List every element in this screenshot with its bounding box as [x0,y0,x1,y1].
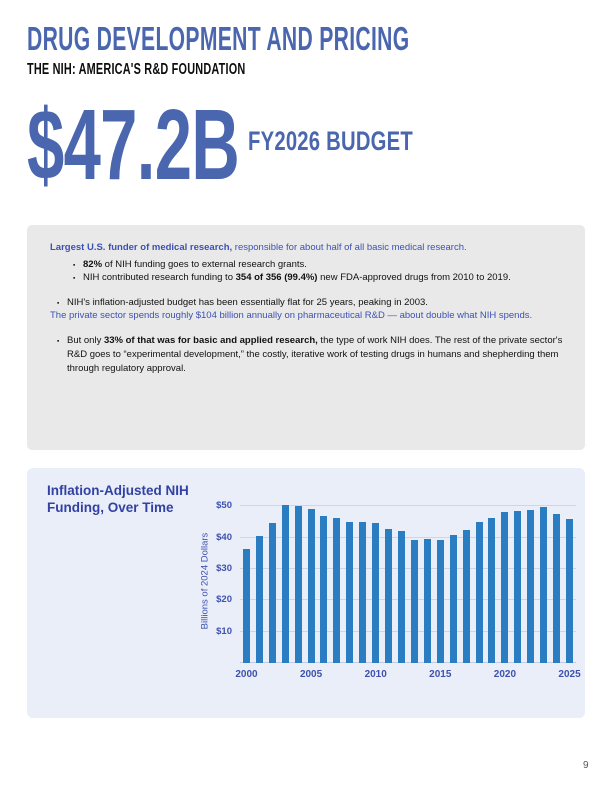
bullet-3-rest: the type of work NIH does. The rest of the private sector's R&D goes to “experimental development,” the costly, iterative work of testing drugs in humans and shepherding them through regulatory approval. [67,334,563,374]
bar-2023 [540,507,547,663]
x-tick-label: 2000 [235,669,258,680]
bar-slot [524,500,537,663]
bar-2025 [566,519,573,663]
bar-slot [498,500,511,663]
y-tick-label: $10 [216,625,232,637]
bar-series [240,500,576,663]
bar-slot [473,500,486,663]
bar-slot [550,500,563,663]
bar-2024 [553,514,560,663]
lead-paragraph-2: The private sector spends roughly $104 billion annually on pharmaceutical R&D — about double what NIH spends. [50,310,533,321]
budget-amount: $47.2B [27,89,240,201]
bar-2002 [269,523,276,663]
bar-slot [356,500,369,663]
bar-2001 [256,536,263,663]
bar-slot [460,500,473,663]
bar-slot [330,500,343,663]
chart-title: Inflation-Adjusted NIH Funding, Over Time [47,483,189,515]
bar-2003 [282,505,289,663]
bar-slot [395,500,408,663]
lead-1-rest: responsible for about half of all basic medical research. [232,242,467,253]
bar-slot [305,500,318,663]
bar-2009 [359,522,366,663]
bar-2015 [437,540,444,663]
bar-slot [266,500,279,663]
bullet-2-text: NIH's inflation-adjusted budget has been essentially flat for 25 years, peaking in 2003. [67,296,428,308]
bar-2013 [411,540,418,664]
bar-2007 [333,518,340,663]
bar-slot [486,500,499,663]
bar-2008 [346,522,353,663]
sub-bullet-1-rest: of NIH funding goes to external research grants. [102,258,307,270]
bar-slot [253,500,266,663]
bullet-3-bold: 33% of that was for basic and applied research, [103,334,318,346]
budget-stat [27,89,413,201]
bar-2011 [385,529,392,663]
bar-slot [369,500,382,663]
summary-box [27,225,585,450]
y-axis-label: Billions of 2024 Dollars [199,532,211,630]
page-number: 9 [583,760,589,771]
list-item [57,334,575,376]
chart-card [27,468,585,718]
page-title-text: DRUG DEVELOPMENT AND PRICING [27,20,410,57]
sub-bullet-list [50,258,562,285]
y-tick-label: $40 [216,531,232,543]
bar-2014 [424,539,431,663]
y-tick-label: $50 [216,500,232,512]
bullet-icon: ▪ [57,337,60,345]
bar-slot [408,500,421,663]
sub-bullet-2-rest: new FDA-approved drugs from 2010 to 2019. [317,272,511,283]
bar-slot [240,500,253,663]
list-item [73,271,562,285]
bar-2017 [463,530,470,663]
page-title [27,22,612,56]
sub-bullet-2-bold: 354 of 356 (99.4%) [235,272,318,283]
bar-2018 [476,522,483,663]
bar-2005 [308,509,315,663]
bar-2004 [295,506,302,663]
bullet-icon: ▪ [73,261,76,269]
bar-2021 [514,511,521,663]
bar-slot [318,500,331,663]
page-subtitle-text: THE NIH: AMERICA'S R&D FOUNDATION [27,61,246,78]
x-tick-label: 2005 [299,669,323,680]
bar-slot [343,500,356,663]
bar-slot [434,500,447,663]
list-item [57,296,562,310]
bar-2020 [501,512,508,663]
budget-label: FY2026 BUDGET [248,126,413,156]
lead-paragraph-1 [50,241,562,255]
sub-bullet-2-pre: NIH contributed research funding to [83,272,236,283]
bar-2010 [372,523,379,663]
bar-slot [447,500,460,663]
list-item [73,258,562,272]
y-tick-label: $20 [216,594,232,606]
bullet-icon: ▪ [73,275,76,282]
sub-bullet-1-bold: 82% [83,258,103,270]
chart-plot [199,500,581,680]
bar-slot [279,500,292,663]
bar-slot [511,500,524,663]
x-tick-label: 2015 [429,669,452,680]
y-tick-label: $30 [216,562,232,574]
bar-slot [421,500,434,663]
lead-1-bold: Largest U.S. funder of medical research, [50,242,233,253]
bar-slot [292,500,305,663]
bar-2000 [243,549,250,663]
bullet-3-pre: But only [67,334,104,346]
x-tick-label: 2010 [364,669,387,680]
bar-2006 [320,516,327,663]
bullet-icon: ▪ [57,299,60,307]
bar-slot [537,500,550,663]
bar-2022 [527,510,534,663]
bar-slot [382,500,395,663]
bar-slot [563,500,576,663]
bar-2016 [450,535,457,663]
x-tick-label: 2020 [493,669,517,680]
x-tick-label: 2025 [558,669,581,680]
bar-2019 [488,518,495,663]
bar-2012 [398,531,405,663]
page-subtitle [27,61,348,78]
